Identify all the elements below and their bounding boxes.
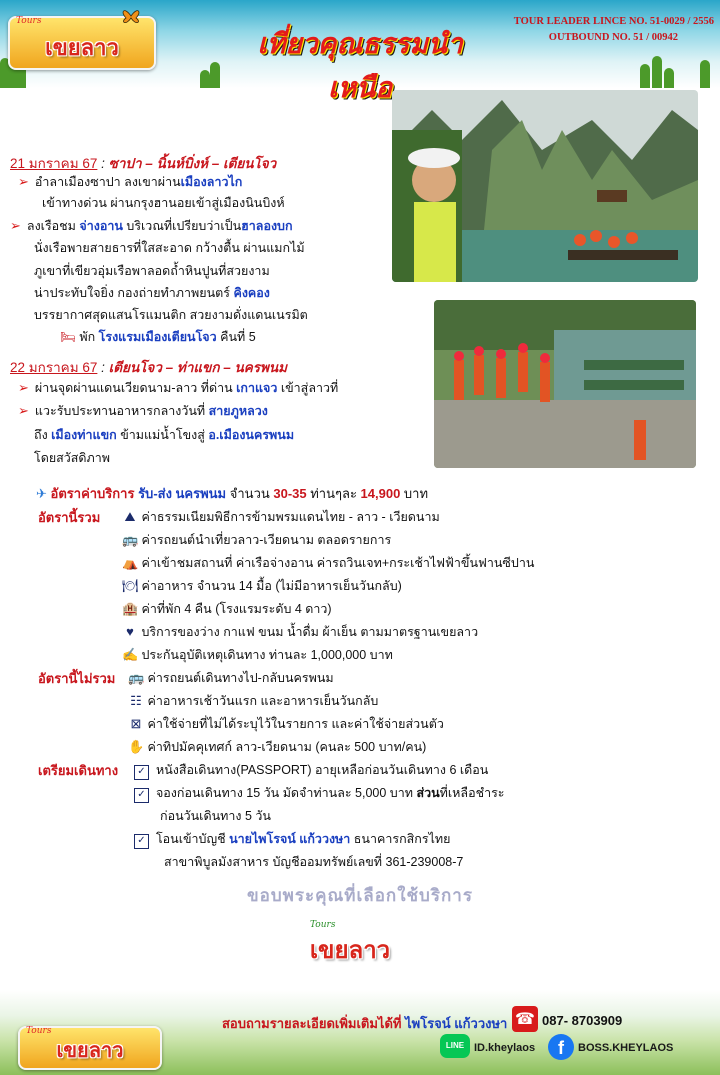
line-app-icon: LINE (440, 1034, 470, 1058)
excluded-item: ⊠ ค่าใช้จ่ายที่ไม่ได้ระบุไว้ในรายการ และค่าใช้จ่ายส่วนตัว (128, 714, 444, 734)
bullet-arrow-icon: ➢ (10, 218, 21, 233)
tip-icon: ✋ (128, 739, 145, 754)
included-item: ✍ ประกันอุบัติเหตุเดินทาง ท่านละ 1,000,000 บาท (122, 647, 393, 662)
day2-route: เตียนโจว – ท่าแขก – นครพนม (108, 360, 288, 375)
prepare-item: ✓ จองก่อนเดินทาง 15 วัน มัดจำท่านละ 5,000 บาท ส่วนที่เหลือชำระ (134, 783, 505, 803)
price-value: 14,900 (360, 486, 401, 501)
included-item: ⛰ ค่าธรรมเนียมพิธีการข้ามพรมแดนไทย - ลาว - เวียดนาม (122, 507, 440, 527)
logo-tagline: Tours (26, 1026, 52, 1036)
photo-trang-an-boats (392, 90, 698, 282)
license-line-1: TOUR LEADER LINCE NO. 51-0029 / 2556 (513, 16, 714, 27)
day1-hotel: 🛏 พัก โรงแรมเมืองเตียนโจว คืนที่ 5 (60, 330, 256, 344)
logo-text: เขยลาว (56, 1038, 124, 1062)
checkbox-icon: ✓ (134, 788, 149, 803)
line-id[interactable]: ID.kheylaos (474, 1042, 536, 1054)
contact-line: สอบถามรายละเอียดเพิ่มเติมได้ที่ ไพโรจน์ แก้ววงษา (222, 1016, 508, 1031)
prepare-item-continued: ก่อนวันเดินทาง 5 วัน (160, 809, 271, 823)
thank-you-text: ขอบพระคุณที่เลือกใช้บริการ (247, 886, 473, 906)
checkbox-icon: ✓ (134, 765, 149, 780)
day2-line-4: โดยสวัสดิภาพ (34, 451, 111, 465)
hotel-icon: 🏨 (122, 601, 139, 616)
included-item: 🍽 ค่าอาหาร จำนวน 14 มื้อ (ไม่มีอาหารเย็นวันกลับ) (122, 578, 402, 593)
day1-line-7: บรรยากาศสุดแสนโรแมนติก สวยงามดั่งแดนเนรมิต (34, 308, 308, 322)
bullet-arrow-icon: ➢ (18, 174, 29, 189)
day2-line-1: ➢ ผ่านจุดผ่านแดนเวียดนาม-ลาว ที่ด่าน เกาแจว เข้าสู่ลาวที่ (18, 380, 339, 395)
footer-center-logo (290, 920, 410, 964)
bullet-arrow-icon: ➢ (18, 403, 29, 418)
pricing-route: รับ-ส่ง นครพนม (138, 486, 227, 501)
price-line: ✈ อัตราค่าบริการ รับ-ส่ง นครพนม จำนวน 30-35 ท่านๆละ 14,900 บาท (36, 486, 429, 501)
footer-logo (18, 1026, 162, 1070)
butterfly-icon (120, 6, 142, 26)
day1-line-6: น่าประทับใจยิ่ง กองถ่ายทำภาพยนตร์ คิงคอง (34, 286, 270, 300)
logo-text: เขยลาว (309, 936, 391, 964)
hotel-bed-icon: 🛏 (60, 330, 76, 344)
logo-text: เขยลาว (45, 36, 119, 61)
insurance-icon: ✍ (122, 647, 139, 662)
attraction-icon: ⛺ (122, 555, 139, 570)
plane-icon: ✈ (36, 486, 47, 501)
meal-icon: 🍽 (122, 578, 139, 593)
day1-heading: 21 มกราคม 67 : ซาปา – นิ้นห์บิ่งห์ – เตียนโจว (10, 156, 277, 171)
phone-icon: ☎ (512, 1006, 538, 1032)
prepare-label: เตรียมเดินทาง (38, 763, 119, 778)
photo-tour-group-pier (434, 300, 696, 468)
page-title: เที่ยวคุณธรรมนำเหนือ (257, 27, 463, 104)
phone-number[interactable]: 087- 8703909 (542, 1013, 623, 1028)
logo-tagline: Tours (16, 16, 42, 26)
day2-line-2: ➢ แวะรับประทานอาหารกลางวันที่ สายภูหลวง (18, 403, 268, 418)
day1-line-5: ภูเขาที่เขียวอุ่มเรือพาลอดถ้ำหินปูนที่สวยงาม (34, 264, 270, 278)
day1-line-1: ➢ อำลาเมืองซาปา ลงเขาผ่านเมืองลาวไก (18, 174, 243, 189)
day1-line-4: นั่งเรือพายสายธารที่ใสสะอาด กว้างตื้น ผ่านแมกไม้ (34, 241, 305, 255)
logo-tagline: Tours (310, 920, 336, 930)
excluded-item: 🚌 ค่ารถยนต์เดินทางไป-กลับนครพนม (128, 670, 334, 685)
excluded-label: อัตรานี้ไม่รวม (38, 671, 116, 686)
included-item: 🏨 ค่าที่พัก 4 คืน (โรงแรมระดับ 4 ดาว) (122, 601, 332, 616)
day1-line-3: ➢ ลงเรือชม จ่างอาน บริเวณที่เปรียบว่าเป็นฮาลองบก (10, 218, 293, 233)
pricing-label: อัตราค่าบริการ (50, 486, 135, 501)
included-item: ♥ บริการของว่าง กาแฟ ขนม น้ำดื่ม ผ้าเย็น ตามมาตรฐานเขยลาว (122, 622, 478, 642)
group-size: 30-35 (273, 486, 307, 501)
license-line-2: OUTBOUND NO. 51 / 00942 (548, 32, 678, 43)
day1-line-2: เข้าทางด่วน ผ่านกรุงฮานอยเข้าสู่เมืองนินบิงห์ (42, 196, 285, 210)
included-item: 🚌 ค่ารถยนต์นำเที่ยวลาว-เวียดนาม ตลอดรายการ (122, 532, 392, 547)
day2-heading: 22 มกราคม 67 : เตียนโจว – ท่าแขก – นครพนม (10, 360, 288, 375)
border-icon: ⛰ (124, 509, 136, 524)
prepare-item-continued: สาขาพิบูลมังสาหาร บัญชีออมทรัพย์เลขที่ 361-239008-7 (164, 855, 464, 869)
menu-icon: ☷ (130, 693, 142, 708)
bullet-arrow-icon: ➢ (18, 380, 29, 395)
heart-icon: ♥ (126, 624, 134, 639)
facebook-handle[interactable]: BOSS.KHEYLAOS (578, 1042, 674, 1054)
excluded-item: ✋ ค่าทิปมัคคุเทศก์ ลาว-เวียดนาม (คนละ 500 บาท/คน) (128, 739, 427, 754)
day1-date: 21 มกราคม 67 (10, 156, 98, 171)
checkbox-icon: ✓ (134, 834, 149, 849)
day2-date: 22 มกราคม 67 (10, 360, 98, 375)
facebook-icon: f (548, 1034, 574, 1060)
day1-route: ซาปา – นิ้นห์บิ่งห์ – เตียนโจว (108, 156, 277, 171)
prepare-item: ✓ โอนเข้าบัญชี นายไพโรจน์ แก้ววงษา ธนาคารกสิกรไทย (134, 829, 450, 849)
day2-line-3: ถึง เมืองท่าแขก ข้ามแม่น้ำโขงสู่ อ.เมืองนครพนม (34, 428, 295, 442)
included-item: ⛺ ค่าเข้าชมสถานที่ ค่าเรือจ่างอาน ค่ารถวินเจท+กระเช้าไฟฟ้าขึ้นฟานซีปาน (122, 555, 535, 570)
excluded-item: ☷ ค่าอาหารเช้าวันแรก และอาหารเย็นวันกลับ (128, 691, 378, 711)
included-label: อัตรานี้รวม (38, 510, 101, 525)
bus-icon: 🚌 (128, 670, 145, 685)
prepare-item: ✓ หนังสือเดินทาง(PASSPORT) อายุเหลือก่อนวันเดินทาง 6 เดือน (134, 760, 488, 780)
cross-box-icon: ⊠ (130, 716, 142, 731)
bus-icon: 🚌 (122, 532, 139, 547)
